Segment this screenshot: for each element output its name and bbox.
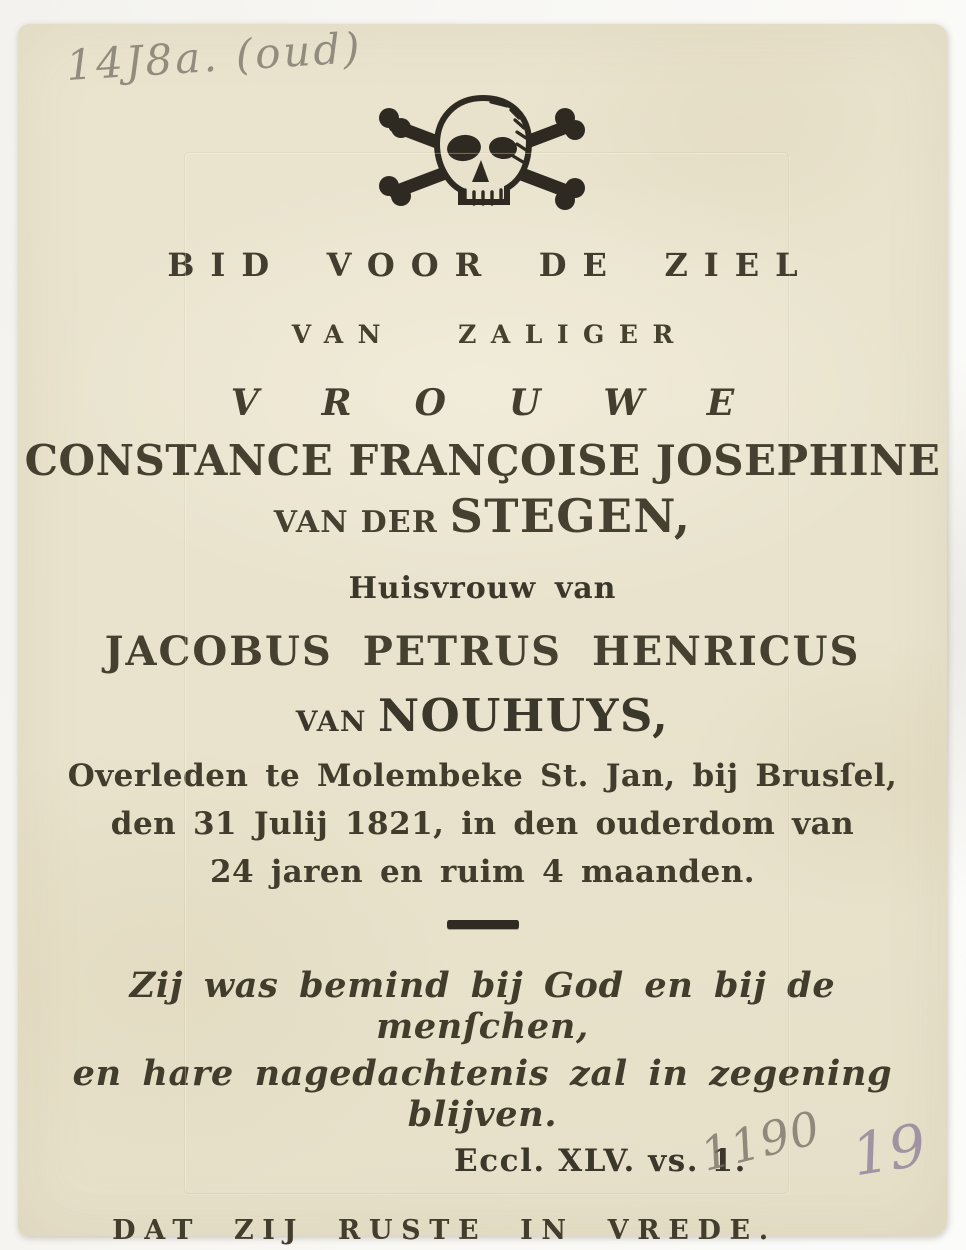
- scripture-citation: Eccl. XLV. vs. 1.: [454, 1143, 747, 1180]
- handwritten-number-purple: 19: [847, 1110, 931, 1190]
- deceased-surname-prefix: VAN DER: [273, 505, 438, 540]
- memorial-card: [18, 22, 947, 1247]
- deceased-surname: STEGEN,: [449, 489, 692, 543]
- spouse-surname-prefix: VAN: [295, 705, 367, 738]
- death-notice-line2: den 31 Julij 1821, in den ouderdom van: [110, 806, 855, 843]
- spouse-given-names: JACOBUS PETRUS HENRICUS: [104, 628, 861, 675]
- spouse-surname-line: [18, 689, 947, 742]
- death-notice: [18, 752, 947, 896]
- scripture-quote-line2: en hare nagedachtenis zal in zegening blijven.: [72, 1053, 893, 1136]
- spouse-surname: NOUHUYS,: [378, 689, 670, 742]
- deceased-given-names: CONSTANCE FRANÇOISE JOSEPHINE: [24, 436, 941, 485]
- closing-rest-in-peace: DAT ZIJ RUSTE IN VREDE.: [112, 1215, 777, 1247]
- handwritten-archive-note: 14J8a. (oud): [64, 22, 364, 91]
- header-pray-for-the-soul: BID VOOR DE ZIEL: [167, 246, 814, 284]
- divider-rule: [447, 920, 519, 929]
- deceased-surname-line: [18, 489, 947, 543]
- death-notice-line3: 24 jaren en ruim 4 maanden.: [210, 854, 755, 891]
- skull-and-crossbones-icon: [361, 92, 605, 218]
- header-vrouwe: VROUWE: [230, 382, 798, 424]
- death-notice-line1: Overleden te Molembeke St. Jan, bij Brusſel,: [67, 758, 898, 794]
- relation-role: Huisvrouw van: [348, 571, 617, 606]
- header-of-the-late: VAN ZALIGER: [291, 320, 688, 349]
- scripture-quote-line1: Zij was bemind bij God en bij de menſchen,: [129, 965, 836, 1048]
- handwritten-number: 1190: [695, 1100, 826, 1182]
